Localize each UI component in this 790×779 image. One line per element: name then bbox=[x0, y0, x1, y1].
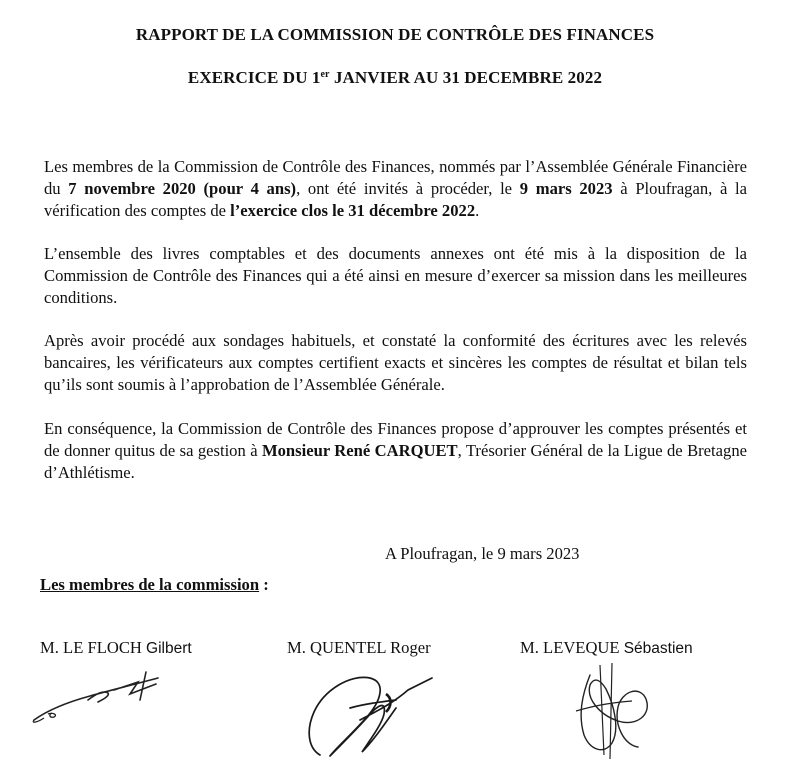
signature-le-floch bbox=[28, 660, 188, 730]
signature-quentel bbox=[300, 660, 440, 765]
members-heading: Les membres de la commission : bbox=[40, 575, 269, 594]
signature-leveque bbox=[560, 655, 670, 765]
member-name-1: M. LE FLOCH Gilbert bbox=[40, 638, 192, 657]
place-date-line: A Ploufragan, le 9 mars 2023 bbox=[385, 544, 580, 563]
member-name-3: M. LEVEQUE Sébastien bbox=[520, 638, 693, 657]
report-title: RAPPORT DE LA COMMISSION DE CONTRÔLE DES FINANCES bbox=[135, 25, 655, 44]
paragraph-verification: Les membres de la Commission de Contrôle des Finances, nommés par l’Assemblée Générale Financière du 7 novembre 2020 (pour 4 ans), ont été invités à procéder, le 9 mars 2023 à Ploufragan, à la vérification des comptes de l’exercice clos le 31 décembre 2022. bbox=[44, 157, 748, 220]
fiscal-period-subtitle: EXERCICE DU 1er JANVIER AU 31 DECEMBRE 2022 bbox=[187, 68, 603, 87]
member-name-2: M. QUENTEL Roger bbox=[287, 638, 431, 657]
paragraph-certification: Après avoir procédé aux sondages habituels, et constaté la conformité des écritures avec les relevés bancaires, les vérificateurs aux comptes certifient exacts et sincères les comptes de résultat et bilan tels qu’ils sont soumis à l’approbation de l’Assemblée Générale. bbox=[44, 331, 747, 394]
paragraph-approval: En conséquence, la Commission de Contrôle des Finances propose d’approuver les comptes présentés et de donner quitus de sa gestion à Monsieur René CARQUET, Trésorier Général de la Ligue de Bretagne d’Athlétisme. bbox=[44, 419, 747, 482]
paragraph-documents: L’ensemble des livres comptables et des documents annexes ont été mis à la disposition de la Commission de Contrôle des Finances qui a été ainsi en mesure d’exercer sa mission dans les meilleures conditions. bbox=[44, 244, 747, 307]
